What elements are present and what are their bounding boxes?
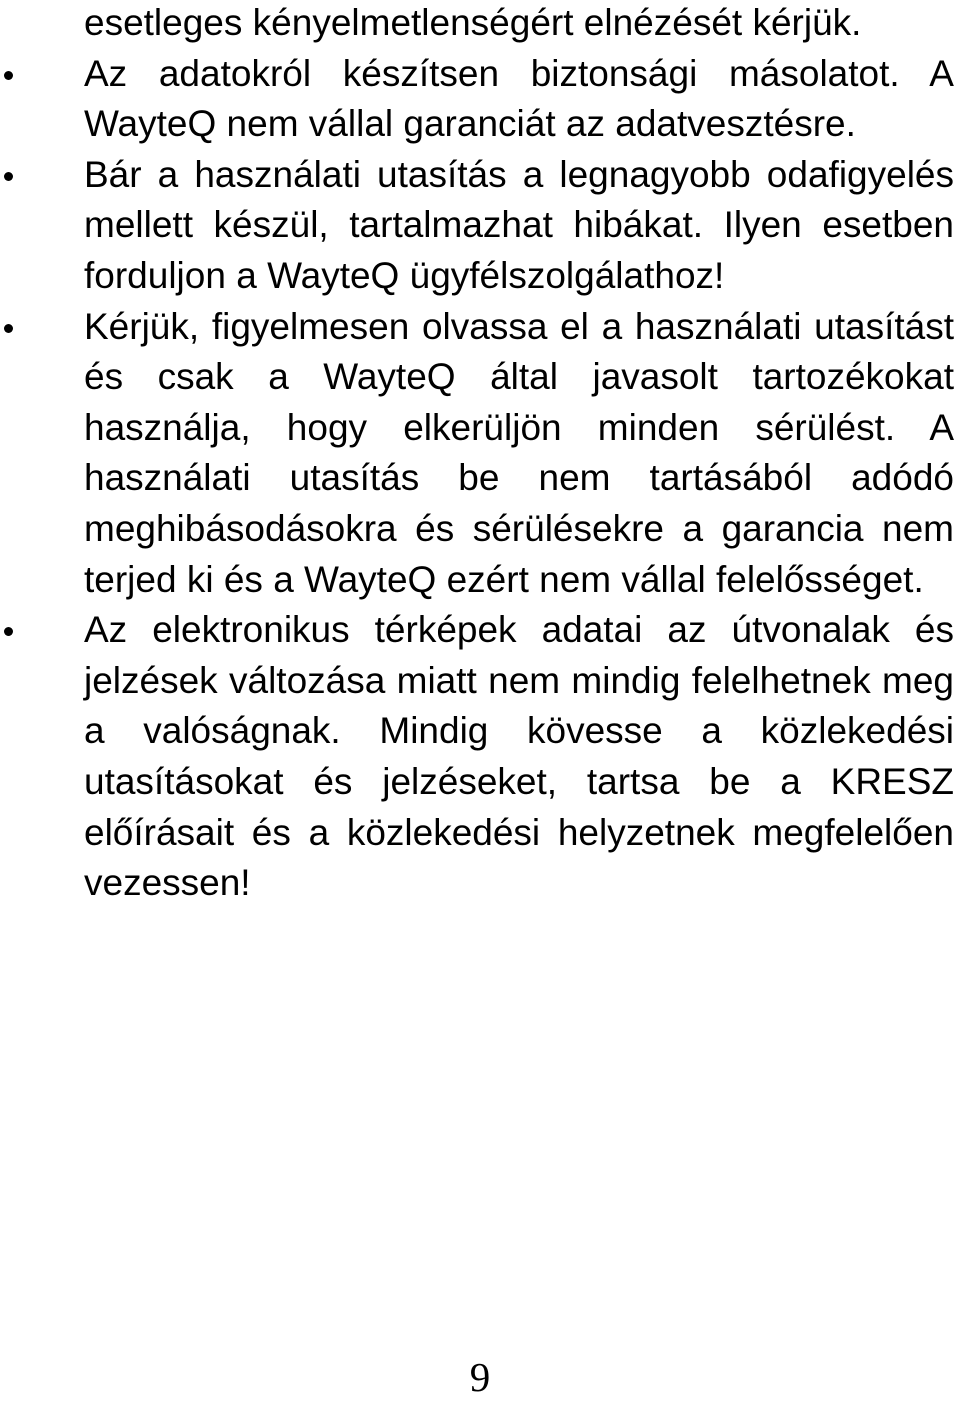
- bullet-icon: [4, 627, 13, 636]
- bullet-icon: [4, 71, 13, 80]
- paragraph-text: Az elektronikus térképek adatai az útvonalak és jelzések változása miatt nem mindig felelhetnek meg a valóságnak. Mindig kövesse a közlekedési utasításokat és jelzéseket, tartsa be a KRESZ előírásait és a közlekedési helyzetnek megfelelően vezessen!: [84, 609, 954, 904]
- bullet-item-accessories: [84, 302, 954, 606]
- paragraph-text: Az adatokról készítsen biztonsági másolatot. A WayteQ nem vállal garanciát az adatvesztésre.: [84, 52, 954, 145]
- document-body: [84, 0, 954, 909]
- paragraph-text: Bár a használati utasítás a legnagyobb odafigyelés mellett készül, tartalmazhat hibákat. Ilyen esetben forduljon a WayteQ ügyfélszolgálathoz!: [84, 153, 954, 296]
- bullet-icon: [4, 172, 13, 181]
- bullet-icon: [4, 324, 13, 333]
- paragraph-text: esetleges kényelmetlenségért elnézését kérjük.: [84, 2, 862, 43]
- paragraph-text: Kérjük, figyelmesen olvassa el a használati utasítást és csak a WayteQ által javasolt tartozékokat használja, hogy elkerüljön minden sérülést. A használati utasítás be nem tartásából adódó meghibásodásokra és sérülésekre a garancia nem terjed ki és a WayteQ ezért nem vállal felelősséget.: [84, 305, 954, 600]
- bullet-item-errors: [84, 150, 954, 302]
- bullet-item-maps: [84, 605, 954, 909]
- page-number: 9: [469, 1354, 491, 1400]
- bullet-item-backup: [84, 49, 954, 150]
- paragraph-continuation: [84, 0, 954, 49]
